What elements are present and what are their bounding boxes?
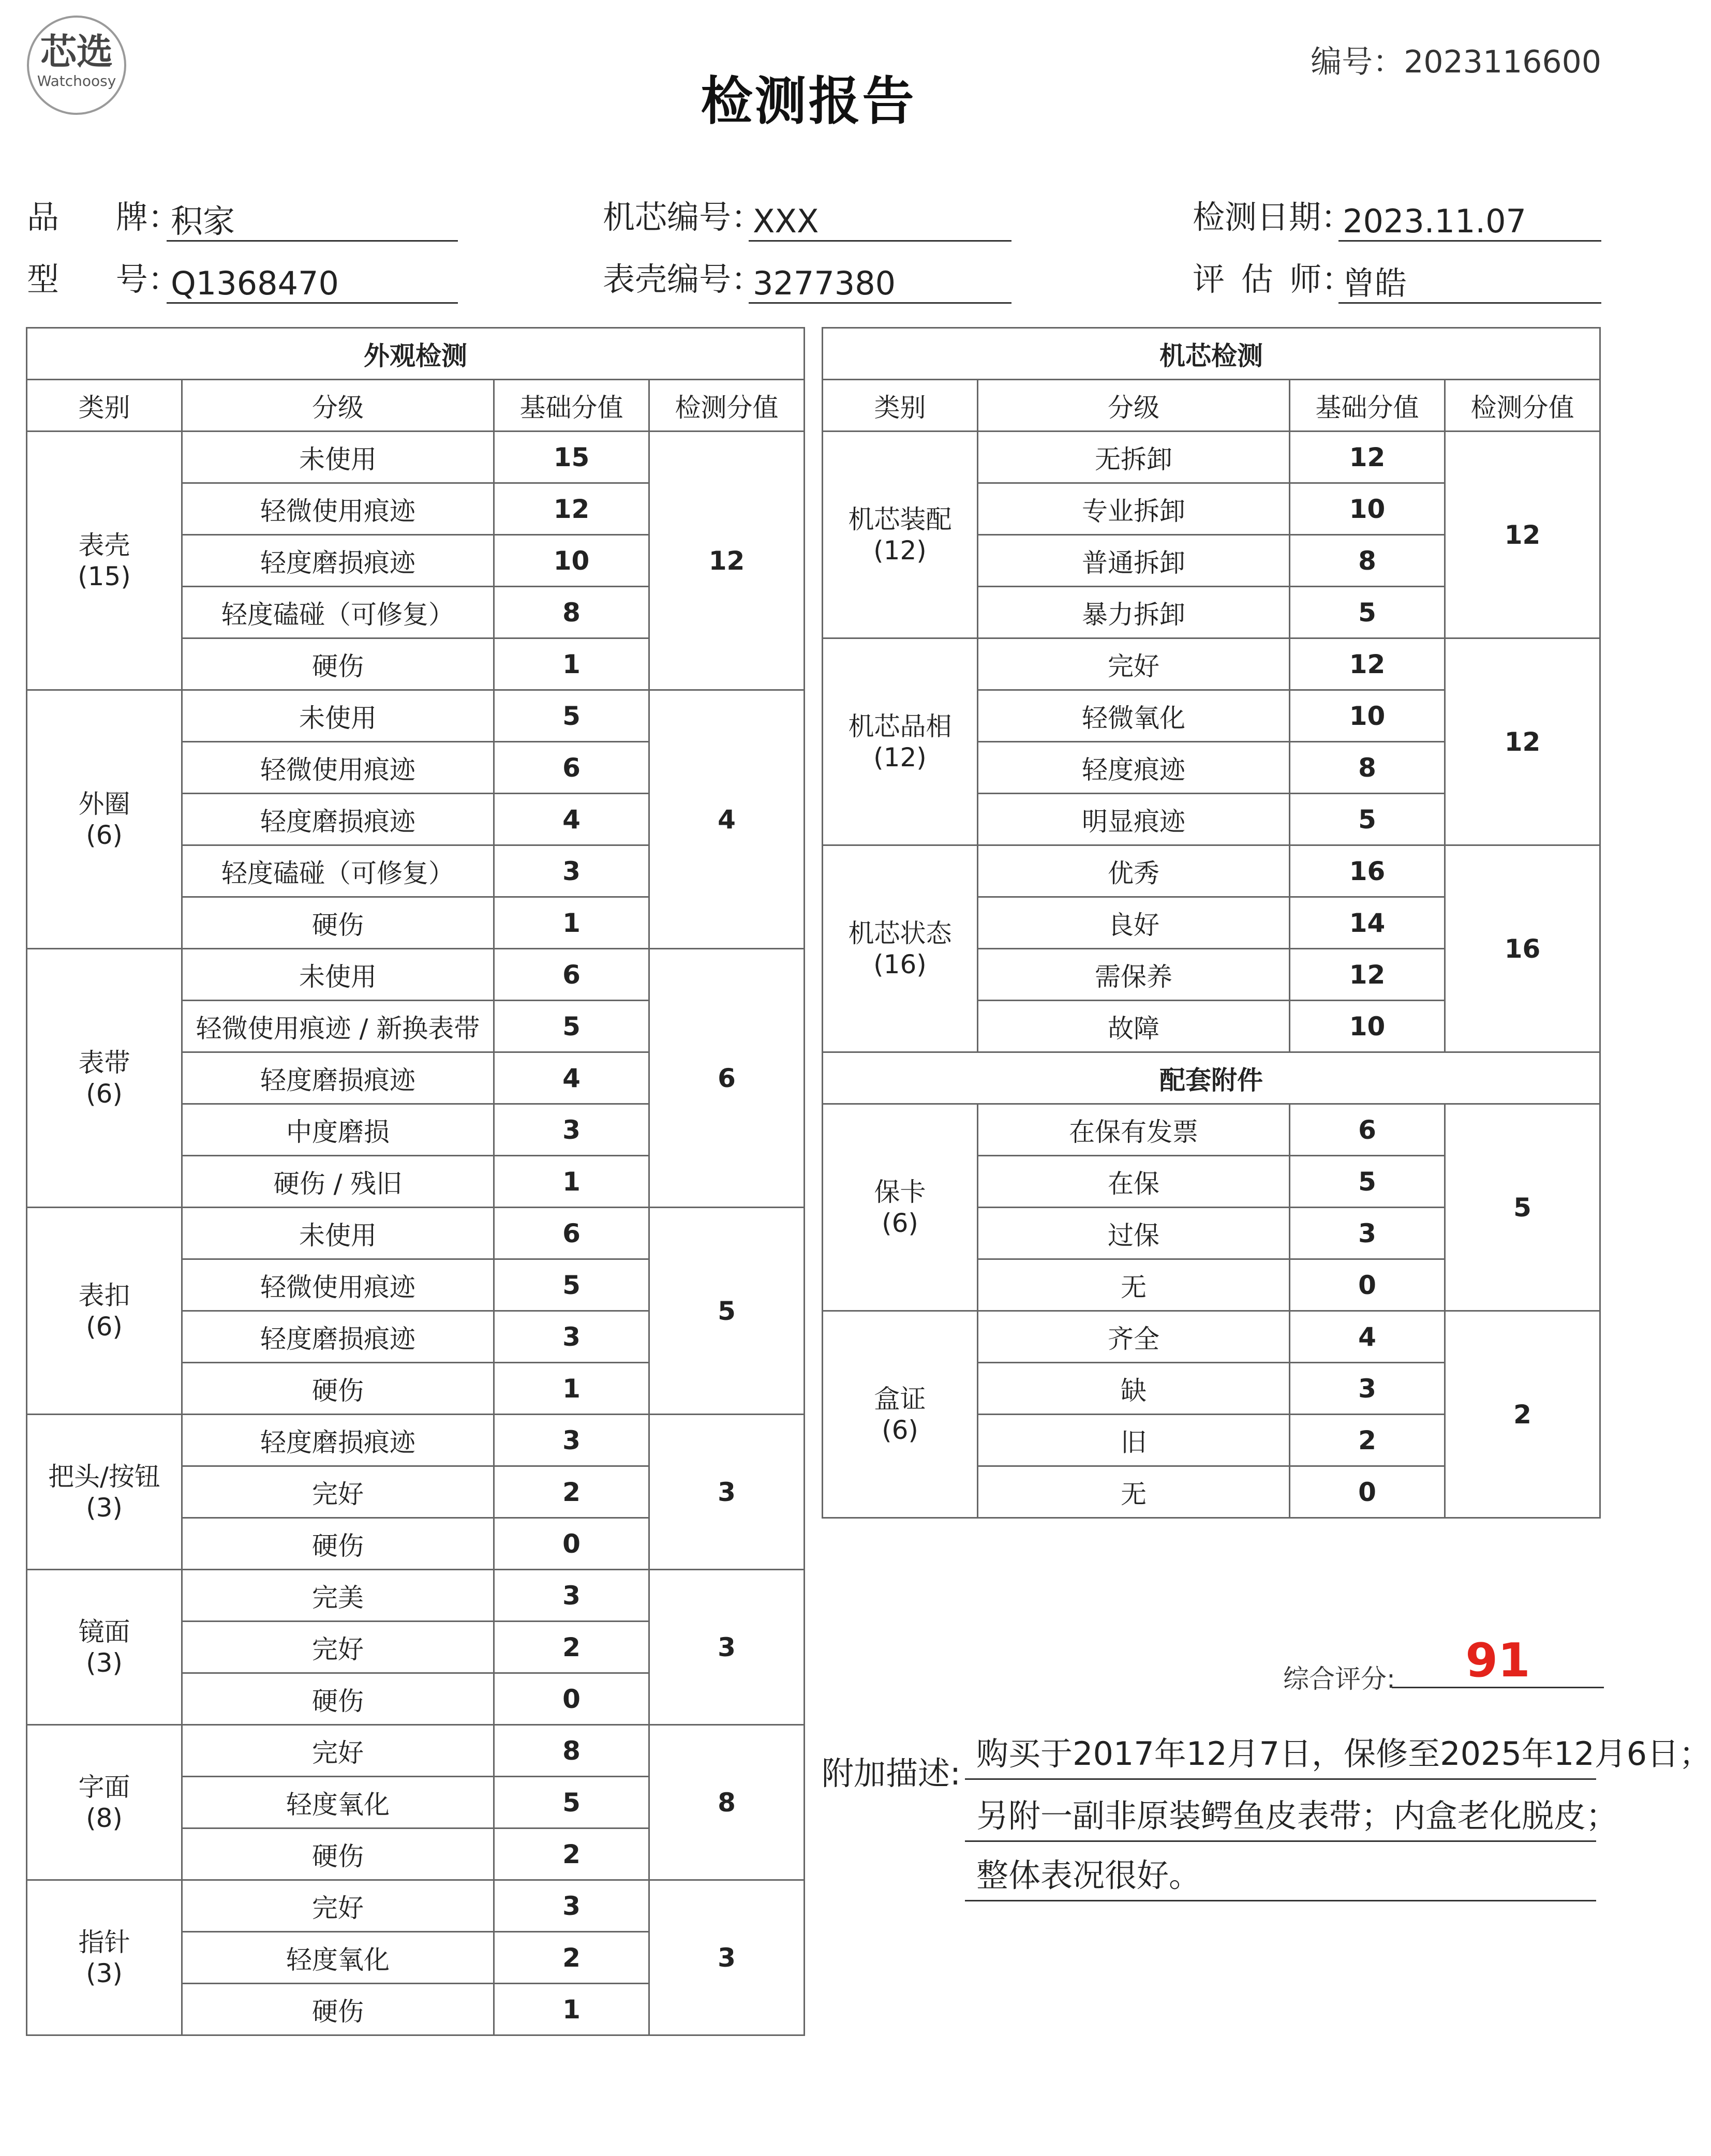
- base-score-cell: 6: [494, 742, 649, 794]
- table-row: [27, 1880, 805, 1932]
- category-name: 把头/按钮: [48, 1461, 160, 1492]
- category-max-score: (3): [86, 1958, 123, 1988]
- grade-cell: 旧: [978, 1415, 1290, 1466]
- column-header-grade: 分级: [182, 380, 494, 432]
- overall-score-value: 91: [1392, 1630, 1604, 1688]
- base-score-cell: 3: [494, 1311, 649, 1363]
- base-score-cell: 10: [1290, 690, 1445, 742]
- model-field: [27, 254, 339, 302]
- grade-cell: 完好: [182, 1466, 494, 1518]
- base-score-cell: 10: [1290, 483, 1445, 535]
- category-cell: [27, 432, 182, 690]
- base-score-cell: 12: [1290, 949, 1445, 1001]
- category-cell: [27, 690, 182, 949]
- table-row: [27, 1725, 805, 1777]
- page-title: 检测报告: [701, 71, 916, 131]
- model-value: Q1368470: [167, 265, 458, 304]
- grade-cell: 在保有发票: [978, 1104, 1290, 1156]
- movement-number-value: XXX: [749, 203, 1011, 242]
- category-name: 机芯状态: [848, 918, 952, 948]
- grade-cell: 轻度痕迹: [978, 742, 1290, 794]
- grade-cell: 轻度磨损痕迹: [182, 1415, 494, 1466]
- grade-cell: 未使用: [182, 1208, 494, 1259]
- base-score-cell: 15: [494, 432, 649, 483]
- inspected-score-cell: 8: [649, 1725, 805, 1880]
- base-score-cell: 3: [1290, 1208, 1445, 1259]
- grade-cell: 暴力拆卸: [978, 587, 1290, 638]
- inspected-score-cell: 2: [1445, 1311, 1600, 1518]
- base-score-cell: 3: [494, 845, 649, 897]
- base-score-cell: 2: [1290, 1415, 1445, 1466]
- table-row: [27, 1208, 805, 1259]
- table-row: [823, 845, 1600, 897]
- grade-cell: 轻微氧化: [978, 690, 1290, 742]
- base-score-cell: 10: [1290, 1001, 1445, 1052]
- inspected-score-cell: 4: [649, 690, 805, 949]
- category-name: 镜面: [78, 1616, 130, 1647]
- base-score-cell: 0: [1290, 1259, 1445, 1311]
- category-cell: [823, 1104, 978, 1311]
- inspected-score-cell: 16: [1445, 845, 1600, 1052]
- overall-score-label: 综合评分:: [1283, 1664, 1395, 1694]
- case-number-value: 3277380: [749, 265, 1011, 304]
- category-cell: [27, 1880, 182, 2035]
- grade-cell: 专业拆卸: [978, 483, 1290, 535]
- base-score-cell: 2: [494, 1466, 649, 1518]
- base-score-cell: 2: [494, 1622, 649, 1673]
- grade-cell: 硬伤: [182, 1828, 494, 1880]
- grade-cell: 硬伤: [182, 1518, 494, 1570]
- grade-cell: 故障: [978, 1001, 1290, 1052]
- base-score-cell: 6: [1290, 1104, 1445, 1156]
- table-row: [823, 638, 1600, 690]
- category-name: 机芯装配: [848, 504, 952, 534]
- grade-cell: 未使用: [182, 432, 494, 483]
- grade-cell: 良好: [978, 897, 1290, 949]
- grade-cell: 齐全: [978, 1311, 1290, 1363]
- accessories-table-title: 配套附件: [823, 1052, 1600, 1104]
- base-score-cell: 6: [494, 949, 649, 1001]
- grade-cell: 明显痕迹: [978, 794, 1290, 845]
- appearance-table-body: [27, 328, 805, 2035]
- base-score-cell: 5: [494, 1001, 649, 1052]
- grade-cell: 无拆卸: [978, 432, 1290, 483]
- appearance-table-title-row: [27, 328, 805, 380]
- appraiser-label: 评 估 师：: [1193, 260, 1354, 298]
- base-score-cell: 5: [494, 1259, 649, 1311]
- grade-cell: 缺: [978, 1363, 1290, 1415]
- base-score-cell: 3: [494, 1415, 649, 1466]
- table-row: [823, 1311, 1600, 1363]
- grade-cell: 无: [978, 1466, 1290, 1518]
- category-name: 字面: [78, 1772, 130, 1802]
- table-row: [27, 1570, 805, 1622]
- base-score-cell: 2: [494, 1932, 649, 1984]
- base-score-cell: 16: [1290, 845, 1445, 897]
- grade-cell: 轻度磕碰（可修复）: [182, 845, 494, 897]
- category-max-score: (15): [78, 561, 131, 591]
- base-score-cell: 12: [494, 483, 649, 535]
- inspection-date-field: [1193, 191, 1526, 240]
- movement-number-label: 机芯编号：: [603, 198, 764, 236]
- category-max-score: (3): [86, 1492, 123, 1523]
- base-score-cell: 4: [494, 1052, 649, 1104]
- base-score-cell: 8: [494, 587, 649, 638]
- column-header-base-score: 基础分值: [494, 380, 649, 432]
- category-max-score: (6): [882, 1415, 918, 1445]
- table-row: [27, 1415, 805, 1466]
- category-cell: [27, 949, 182, 1208]
- movement-table: [822, 327, 1601, 1519]
- grade-cell: 中度磨损: [182, 1104, 494, 1156]
- grade-cell: 过保: [978, 1208, 1290, 1259]
- category-cell: [27, 1415, 182, 1570]
- model-label: 型 号：: [27, 260, 180, 298]
- grade-cell: 未使用: [182, 949, 494, 1001]
- base-score-cell: 2: [494, 1828, 649, 1880]
- category-cell: [823, 432, 978, 638]
- category-max-score: (16): [873, 949, 927, 979]
- base-score-cell: 5: [1290, 1156, 1445, 1208]
- category-name: 外圈: [78, 789, 130, 819]
- table-row: [823, 432, 1600, 483]
- logo-chinese-text: 芯选: [40, 30, 113, 73]
- movement-table-title: 机芯检测: [823, 328, 1600, 380]
- table-header-row: [27, 380, 805, 432]
- table-row: [27, 690, 805, 742]
- inspected-score-cell: 12: [1445, 638, 1600, 845]
- appraiser-value: 曾皓: [1338, 265, 1601, 304]
- category-cell: [823, 845, 978, 1052]
- base-score-cell: 8: [1290, 535, 1445, 587]
- inspected-score-cell: 3: [649, 1880, 805, 2035]
- grade-cell: 轻度磨损痕迹: [182, 1052, 494, 1104]
- grade-cell: 轻度磨损痕迹: [182, 1311, 494, 1363]
- grade-cell: 完好: [182, 1880, 494, 1932]
- base-score-cell: 5: [1290, 794, 1445, 845]
- category-name: 表扣: [78, 1280, 130, 1311]
- brand-field: [27, 191, 235, 240]
- inspected-score-cell: 5: [1445, 1104, 1600, 1311]
- grade-cell: 完好: [182, 1622, 494, 1673]
- case-number-label: 表壳编号：: [603, 260, 764, 298]
- description-line: 另附一副非原装鳄鱼皮表带；内盒老化脱皮；: [965, 1788, 1596, 1842]
- base-score-cell: 5: [494, 690, 649, 742]
- base-score-cell: 0: [494, 1518, 649, 1570]
- base-score-cell: 1: [494, 897, 649, 949]
- movement-table-title-row: [823, 328, 1600, 380]
- grade-cell: 需保养: [978, 949, 1290, 1001]
- base-score-cell: 1: [494, 638, 649, 690]
- base-score-cell: 6: [494, 1208, 649, 1259]
- column-header-inspected-score: 检测分值: [649, 380, 805, 432]
- category-cell: [823, 638, 978, 845]
- base-score-cell: 3: [494, 1880, 649, 1932]
- grade-cell: 完好: [182, 1725, 494, 1777]
- accessories-table-title-row: [823, 1052, 1600, 1104]
- column-header-category: 类别: [823, 380, 978, 432]
- grade-cell: 轻微使用痕迹: [182, 483, 494, 535]
- category-cell: [27, 1208, 182, 1415]
- grade-cell: 硬伤: [182, 1363, 494, 1415]
- category-max-score: (6): [86, 1078, 123, 1109]
- base-score-cell: 8: [494, 1725, 649, 1777]
- grade-cell: 轻度氧化: [182, 1777, 494, 1828]
- inspected-score-cell: 6: [649, 949, 805, 1208]
- inspected-score-cell: 12: [649, 432, 805, 690]
- inspected-score-cell: 12: [1445, 432, 1600, 638]
- inspected-score-cell: 5: [649, 1208, 805, 1415]
- appearance-table: [26, 327, 805, 2036]
- base-score-cell: 3: [1290, 1363, 1445, 1415]
- grade-cell: 未使用: [182, 690, 494, 742]
- grade-cell: 完美: [182, 1570, 494, 1622]
- base-score-cell: 0: [494, 1673, 649, 1725]
- grade-cell: 硬伤: [182, 638, 494, 690]
- table-row: [27, 432, 805, 483]
- base-score-cell: 12: [1290, 432, 1445, 483]
- category-name: 盒证: [874, 1384, 926, 1414]
- grade-cell: 无: [978, 1259, 1290, 1311]
- report-number: 编号：2023116600: [1311, 44, 1601, 80]
- base-score-cell: 8: [1290, 742, 1445, 794]
- category-max-score: (3): [86, 1647, 123, 1678]
- grade-cell: 轻微使用痕迹 / 新换表带: [182, 1001, 494, 1052]
- base-score-cell: 10: [494, 535, 649, 587]
- inspected-score-cell: 3: [649, 1415, 805, 1570]
- category-max-score: (12): [873, 742, 927, 772]
- category-max-score: (8): [86, 1803, 123, 1833]
- table-header-row: [823, 380, 1600, 432]
- logo-english-text: Watchoosy: [37, 72, 116, 90]
- grade-cell: 普通拆卸: [978, 535, 1290, 587]
- column-header-category: 类别: [27, 380, 182, 432]
- base-score-cell: 5: [494, 1777, 649, 1828]
- category-name: 机芯品相: [848, 711, 952, 741]
- category-name: 表壳: [78, 530, 130, 560]
- grade-cell: 轻度磨损痕迹: [182, 794, 494, 845]
- grade-cell: 轻度氧化: [182, 1932, 494, 1984]
- base-score-cell: 12: [1290, 638, 1445, 690]
- base-score-cell: 5: [1290, 587, 1445, 638]
- table-row: [823, 1104, 1600, 1156]
- grade-cell: 硬伤 / 残旧: [182, 1156, 494, 1208]
- base-score-cell: 3: [494, 1104, 649, 1156]
- inspected-score-cell: 3: [649, 1570, 805, 1725]
- inspection-date-value: 2023.11.07: [1338, 203, 1601, 242]
- grade-cell: 轻微使用痕迹: [182, 1259, 494, 1311]
- base-score-cell: 4: [1290, 1311, 1445, 1363]
- appearance-table-title: 外观检测: [27, 328, 805, 380]
- grade-cell: 轻微使用痕迹: [182, 742, 494, 794]
- brand-label: 品 牌：: [27, 198, 180, 236]
- category-max-score: (12): [873, 535, 927, 566]
- brand-value: 积家: [167, 203, 458, 242]
- description-label: 附加描述:: [822, 1754, 961, 1792]
- base-score-cell: 14: [1290, 897, 1445, 949]
- category-name: 表带: [78, 1047, 130, 1078]
- base-score-cell: 1: [494, 1363, 649, 1415]
- case-number-field: [603, 254, 896, 302]
- category-max-score: (6): [86, 820, 123, 850]
- base-score-cell: 1: [494, 1984, 649, 2035]
- grade-cell: 优秀: [978, 845, 1290, 897]
- category-cell: [27, 1570, 182, 1725]
- grade-cell: 轻度磕碰（可修复）: [182, 587, 494, 638]
- description-line: 整体表况很好。: [965, 1847, 1596, 1901]
- appraiser-field: [1193, 254, 1407, 302]
- description-line: 购买于2017年12月7日，保修至2025年12月6日；: [965, 1726, 1596, 1780]
- base-score-cell: 1: [494, 1156, 649, 1208]
- grade-cell: 硬伤: [182, 897, 494, 949]
- grade-cell: 轻度磨损痕迹: [182, 535, 494, 587]
- category-cell: [27, 1725, 182, 1880]
- table-row: [27, 949, 805, 1001]
- movement-table-body: [823, 328, 1600, 1518]
- grade-cell: 完好: [978, 638, 1290, 690]
- category-name: 指针: [78, 1927, 130, 1957]
- grade-cell: 硬伤: [182, 1984, 494, 2035]
- grade-cell: 硬伤: [182, 1673, 494, 1725]
- base-score-cell: 0: [1290, 1466, 1445, 1518]
- column-header-inspected-score: 检测分值: [1445, 380, 1600, 432]
- movement-number-field: [603, 191, 819, 240]
- category-max-score: (6): [882, 1208, 918, 1238]
- column-header-grade: 分级: [978, 380, 1290, 432]
- category-name: 保卡: [874, 1177, 926, 1207]
- column-header-base-score: 基础分值: [1290, 380, 1445, 432]
- category-cell: [823, 1311, 978, 1518]
- base-score-cell: 3: [494, 1570, 649, 1622]
- inspection-date-label: 检测日期：: [1193, 198, 1353, 236]
- base-score-cell: 4: [494, 794, 649, 845]
- category-max-score: (6): [86, 1311, 123, 1342]
- grade-cell: 在保: [978, 1156, 1290, 1208]
